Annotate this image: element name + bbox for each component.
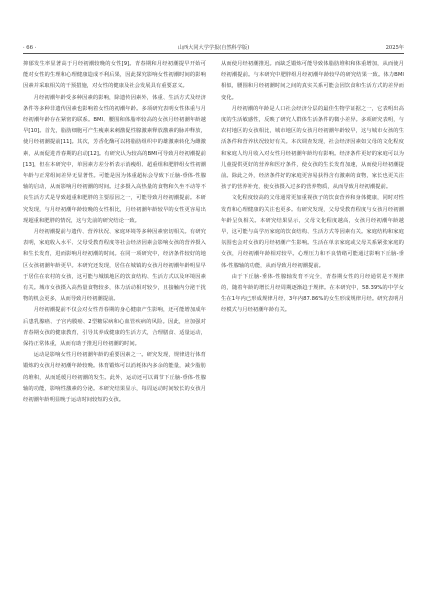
page-header — [23, 43, 404, 54]
journal-title: 山西大同大学学报(自然科学版) — [177, 45, 250, 51]
body-paragraph: 从而使月经初潮推迟。而缺乏锻炼可能导致体脂肪堆积和体重增加，从而使月经初潮提前。与本研究中肥胖组月经初潮年龄较早的研究结果一致。体力BMI相似，腰围和月经初潮时间之间的真实关系可能会因饮食和生活方式的差异而变化。 — [221, 61, 404, 101]
publication-year: 2025年 — [385, 45, 404, 51]
body-paragraph: 运动是影响女性月经初潮年龄的重要因素之一。研究发现，规律进行体育锻炼的女孩月经初潮年龄较晚。体育锻炼可以消耗体内多余的能量，减少脂肪的堆积，从而延缓月经初潮的发生。此外，运动还可以调节下丘脑-垂体-性腺轴的功能，影响性激素的分泌。本研究结果显示，每周运动时间较长的女孩月经初潮年龄明显晚于运动时间较短的女孩。 — [23, 352, 206, 404]
body-paragraph: 月经初潮提前与遗传、营养状况、家庭环境等多种因素密切相关。有研究表明，家庭收入水平、父母受教育程度等社会经济因素会影响女孩的营养摄入和生长发育，进而影响月经初潮的时间。在同一项研究中，经济条件较好的地区女孩初潮年龄更早。本研究还发现，居住在城镇的女孩月经初潮年龄明显早于居住在农村的女孩，这可能与城镇地区的饮食结构、生活方式以及环境因素有关。城市女孩摄入高热量食物较多，体力活动相对较少，且接触内分泌干扰物的机会更多，从而导致月经初潮提前。 — [23, 229, 206, 303]
body-paragraph: 月经初潮的年龄是人口社会经济分层的最佳生物学证据之一，它表明出高度的生活敏感性，反映了研究人群体生活条件的微小差异。多项研究表明，与农村地区的女孩相比，城市地区的女孩月经初潮年龄较早，这与城市女孩的生活条件和营养状况较好有关。本次调查发现，社会经济因素如父母的文化程度和家庭人均月收入对女性月经初潮年龄均有影响。经济条件更好的家庭可以为儿童提供更好的营养和医疗条件，使女孩的生长发育加速，从而使月经初潮提前。除此之外，经济条件好的家庭更容易获得含有激素的食物，家长也更关注孩子的营养补充，使女孩摄入过多的营养物质，从而导致月经初潮提前。 — [221, 105, 404, 191]
left-text-column — [23, 59, 206, 584]
right-text-column — [221, 59, 404, 584]
body-paragraph: 月经初潮年龄受多种因素的影响，除遗传因素外，体重、生活方式及经济条件等多种非遗传因素也影响着女性的初潮年龄。多项研究表明女性体重与月经初潮年龄存在紧密的联系。BMI、腰围和体脂率较高的女孩月经初潮年龄越早[10]。首先，脂肪细胞可产生瘦素来刺激促性腺激素释放激素的脉冲释放，使月经初潮提前[11]。其次，芳香化酶可以将脂肪组织中的雄激素转化为雌激素，从而促进青春期的启动[12]。有研究认为较高的BMI可导致月经初潮提前[13]，但在本研究中，单因素方差分析表示消瘦组、超重组和肥胖组女性初潮年龄与正常组间差异无显著性。可能是因为体重超标会导致下丘脑-垂体-性腺轴的启动，从而影响月经初潮的时间。过多摄入高热量的食物和久坐不动等不良生活方式是导致超重和肥胖的主要原因之一，可能导致月经初潮提前。本研究发现，与月经初潮年龄较晚的女性相比，月经初潮年龄较早的女性更容易出现超重和肥胖的情况，这与先前的研究结论一致。 — [23, 94, 206, 224]
body-paragraph: 由于下丘脑-垂体-性腺轴发育不完全，青春期女性的月经通常是不规律的，随着年龄的增长月经周期逐渐趋于规律。在本研究中，58.39%的中学女生在1年内已形成规律月经，3年内87.86%的女生形成规律月经。研究表明月经模式与月经初潮年龄有关。 — [221, 273, 404, 314]
body-paragraph: 文化程度较高的父母通常更加重视孩子的饮食营养和身体健康，同时对性发育和心理健康的关注也更多。有研究发现，父母受教育程度与女孩月经初潮年龄呈负相关。本研究结果显示，父母文化程度越高，女孩月经初潮年龄越早，这可能与高学历家庭的饮食结构、生活方式等因素有关。家庭结构和家庭氛围也会对女孩的月经初潮产生影响。生活在单亲家庭或父母关系紧张家庭的女孩，月经初潮年龄相对较早。心理压力和不良情绪可能通过影响下丘脑-垂体-性腺轴的功能，从而导致月经初潮提前。 — [221, 195, 404, 269]
body-paragraph: 抑郁发生率显著高于月经初潮较晚的女性[9]。青春期和月经初潮提早开始可能对女性的生理和心理健康造成不利后果，因此探究影响女性初潮时间的影响因素并采取相关的干预措施，对女性的健康及社会发展具有重要意义。 — [23, 61, 206, 90]
page-number: · 66 · — [23, 45, 37, 51]
body-paragraph: 月经初潮提前不仅会对女性青春期的身心健康产生影响，还可能增加成年后患乳腺癌、子宫内膜癌、2型糖尿病和心血管疾病的风险。因此，应加强对青春期女孩的健康教育，引导其养成健康的生活方式，合理膳食、适量运动，保持正常体重，从而有助于推迟月经初潮的时间。 — [23, 307, 206, 348]
